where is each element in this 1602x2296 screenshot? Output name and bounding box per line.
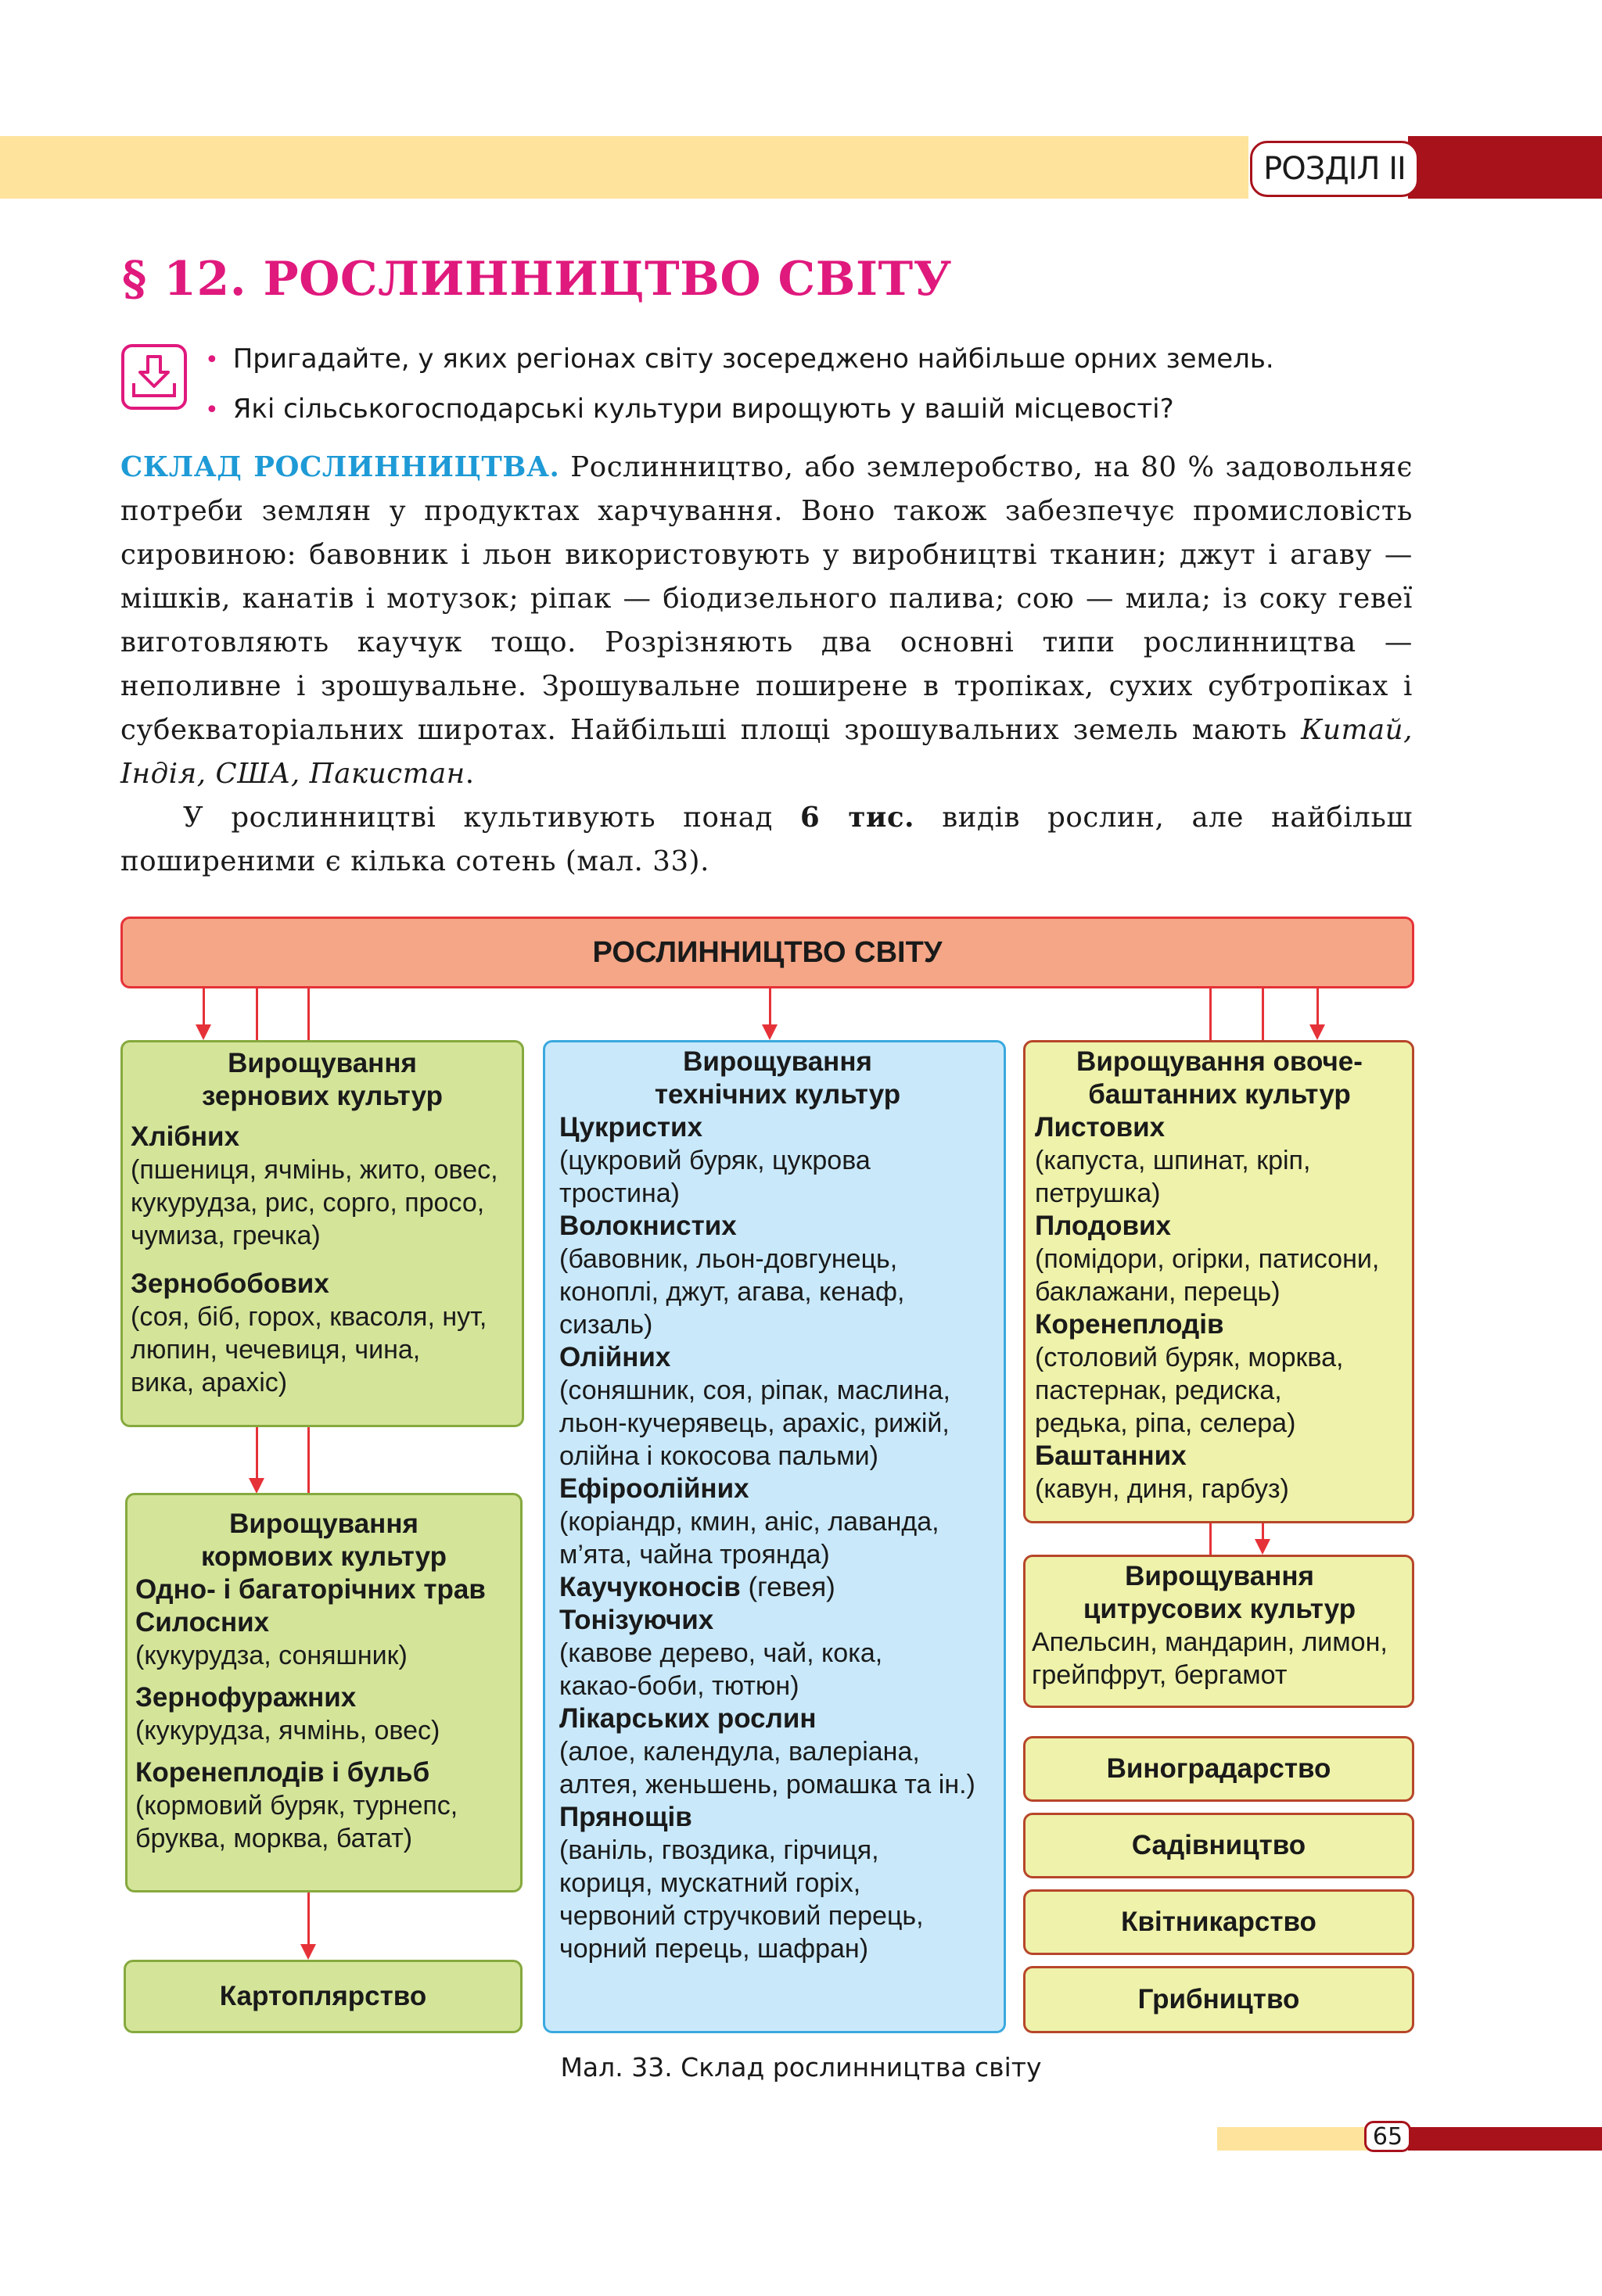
box-heading: кормових культур (201, 1541, 447, 1572)
category-item: пастернак, редиска, (1035, 1376, 1282, 1405)
category-item: (кукурудза, ячмінь, овес) (135, 1716, 440, 1745)
category-item: (алое, календула, валеріана, (559, 1737, 920, 1767)
category-name-text: Каучуконосів (559, 1572, 741, 1602)
box-heading: технічних культур (654, 1079, 901, 1110)
category-item: (коріандр, кмин, аніс, лаванда, (559, 1507, 939, 1537)
category-name: Листових (1035, 1112, 1166, 1143)
category-item: вика, арахіс) (131, 1368, 288, 1397)
diagram-root: РОСЛИННИЦТВО СВІТУ (120, 917, 1414, 988)
paragraph-text: У рослинництві культивують понад (183, 802, 800, 834)
category-name: Олійних (559, 1342, 671, 1372)
page-title: § 12. РОСЛИННИЦТВО СВІТУ (122, 252, 952, 307)
category-item: (кавове дерево, чай, кока, (559, 1638, 883, 1668)
category-item: м’ята, чайна троянда) (559, 1540, 830, 1570)
gardening-box: Садівництво (1023, 1813, 1414, 1878)
question-item: • Пригадайте, у яких регіонах світу зосереджено найбільше орних земель. (205, 335, 1274, 385)
category-name: Лікарських рослин (559, 1703, 817, 1734)
connector-arrow (196, 1024, 211, 1040)
category-name: Зернобобових (131, 1268, 329, 1299)
category-item: (кормовий буряк, турнепс, (135, 1791, 458, 1821)
highlight-number: 6 тис. (800, 802, 915, 834)
box-heading: зернових культур (201, 1081, 444, 1111)
paragraph (120, 446, 1413, 796)
category-item: чумиза, гречка) (131, 1221, 321, 1250)
header-red-band (1408, 136, 1602, 199)
floriculture-box: Квітникарство (1023, 1889, 1414, 1955)
category-item: чорний перець, шафран) (559, 1934, 869, 1964)
connector-arrow (1309, 1024, 1325, 1040)
box-heading: Вирощування (229, 1509, 418, 1539)
category-item: люпин, чечевиця, чина, (131, 1335, 421, 1365)
category-item: Апельсин, мандарин, лимон, (1032, 1627, 1388, 1657)
paragraph-text: видів рослин, але найбільш поширеними є кілька сотень (мал. 33). (120, 802, 1413, 877)
fodder-box (125, 1493, 523, 1892)
category-name: Хлібних (131, 1121, 240, 1152)
category-name: Баштанних (1035, 1440, 1187, 1471)
category-name: Коренеплодів (1035, 1309, 1224, 1340)
box-heading: Вирощування (1125, 1561, 1314, 1591)
connector-arrow (1255, 1539, 1270, 1555)
category-name: Ефіроолійних (559, 1473, 749, 1504)
section-lead: СКЛАД РОСЛИННИЦТВА. (120, 451, 560, 483)
box-heading: цитрусових культур (1083, 1594, 1356, 1624)
category-name: Плодових (1035, 1211, 1171, 1241)
connector-line (307, 1427, 310, 1493)
category-item: олійна і кокосова пальми) (559, 1441, 878, 1471)
category-item: (капуста, шпинат, кріп, (1035, 1146, 1311, 1175)
category-name: Тонізуючих (559, 1605, 714, 1635)
category-name: Зернофуражних (135, 1682, 357, 1713)
category-item: (столовий буряк, морква, (1035, 1343, 1344, 1372)
category-item: баклажани, перець) (1035, 1277, 1281, 1307)
mushroom-growing-box: Грибництво (1023, 1966, 1414, 2033)
connector-line (1262, 988, 1264, 1040)
category-item: сизаль) (559, 1310, 653, 1340)
body-text (120, 446, 1413, 884)
box-heading: Вирощування (683, 1046, 872, 1077)
category-name: Силосних (135, 1607, 270, 1638)
category-item: грейпфрут, бергамот (1032, 1660, 1288, 1690)
category-item: тростина) (559, 1178, 680, 1208)
category-item: (бавовник, льон-довгунець, (559, 1244, 898, 1274)
connector-arrow (300, 1944, 316, 1960)
category-item: редька, ріпа, селера) (1035, 1408, 1296, 1438)
category-item: коноплі, джут, агава, кенаф, (559, 1277, 905, 1307)
category-item: червоний стручковий перець, (559, 1901, 924, 1931)
category-item: (соя, біб, горох, квасоля, нут, (131, 1302, 487, 1332)
category-item: кориця, мускатний горіх, (559, 1868, 861, 1898)
category-item: льон-кучерявець, арахіс, рижій, (559, 1408, 950, 1438)
download-icon (121, 344, 187, 410)
connector-line (307, 1892, 310, 1949)
connector-arrow (762, 1024, 778, 1040)
connector-line (203, 988, 205, 1029)
category-item: петрушка) (1035, 1178, 1161, 1208)
connector-line (256, 1427, 258, 1482)
category-inline-item: (гевея) (740, 1572, 835, 1602)
category-name: Прянощів (559, 1802, 692, 1832)
question-list (205, 335, 1274, 435)
viticulture-box: Виноградарство (1023, 1736, 1414, 1802)
category-item: (кавун, диня, гарбуз) (1035, 1474, 1289, 1504)
section-tab: РОЗДІЛ ІІ (1250, 141, 1419, 197)
paragraph-end: . (465, 758, 475, 790)
question-item: • Які сільськогосподарські культури вирощують у вашій місцевості? (205, 385, 1274, 435)
category-item: бруква, морква, батат) (135, 1824, 413, 1853)
connector-line (1209, 988, 1212, 1040)
connector-line (307, 988, 310, 1040)
paragraph (120, 796, 1413, 884)
category-item: какао-боби, тютюн) (559, 1671, 799, 1701)
connector-arrow (249, 1478, 264, 1494)
header-band (0, 136, 1248, 199)
category-item: (ваніль, гвоздика, гірчиця, (559, 1835, 879, 1865)
footer-red-band (1408, 2127, 1602, 2151)
category-item: (помідори, огірки, патисони, (1035, 1244, 1380, 1274)
category-name: Коренеплодів і бульб (135, 1757, 430, 1788)
technical-box (543, 1040, 1006, 2033)
footer-band (1217, 2127, 1369, 2151)
connector-line (1316, 988, 1319, 1028)
potato-box: Картоплярство (124, 1960, 523, 2033)
page-number: 65 (1364, 2121, 1411, 2152)
box-heading: Вирощування овоче- (1076, 1046, 1363, 1077)
connector-line (256, 988, 258, 1040)
box-heading: Вирощування (228, 1048, 417, 1078)
vegetable-box (1023, 1040, 1414, 1523)
category-name (559, 1571, 996, 1604)
category-item: кукурудза, рис, сорго, просо, (131, 1188, 485, 1218)
connector-line (769, 988, 771, 1028)
category-name: Цукристих (559, 1112, 703, 1143)
category-name: Одно- і багаторічних трав (135, 1574, 486, 1605)
countries: Китай, Індія, США, Пакистан (120, 714, 1413, 790)
paragraph-text: Рослинництво, або землеробство, на 80 % задовольняє потреби землян у продуктах харчування. Воно також забезпечує промисловість сировиною: бавовник і льон використовують у виробництві тканин; джут і агаву — мішків, канатів і мотузок; ріпак — біодизельного палива; сою — мила; із соку гевеї виготовляють каучук тощо. Розрізняють два основні типи рослинництва — неполивне і зрошувальне. Зрошувальне поширене в тропіках, сухих субтропіках і субекваторіальних широтах. Найбільші площі зрошувальних земель мають (120, 451, 1413, 746)
category-item: (кукурудза, соняшник) (135, 1641, 408, 1670)
citrus-box (1023, 1555, 1414, 1708)
category-item: (пшениця, ячмінь, жито, овес, (131, 1155, 498, 1185)
figure-caption: Мал. 33. Склад рослинництва світу (560, 2052, 1042, 2083)
category-item: (цукровий буряк, цукрова (559, 1146, 871, 1175)
category-item: (соняшник, соя, ріпак, маслина, (559, 1376, 951, 1405)
category-item: алтея, женьшень, ромашка та ін.) (559, 1770, 975, 1799)
box-heading: баштанних культур (1088, 1079, 1351, 1110)
grain-box (120, 1040, 524, 1427)
category-name: Волокнистих (559, 1211, 737, 1241)
connector-line (1209, 1523, 1212, 1555)
